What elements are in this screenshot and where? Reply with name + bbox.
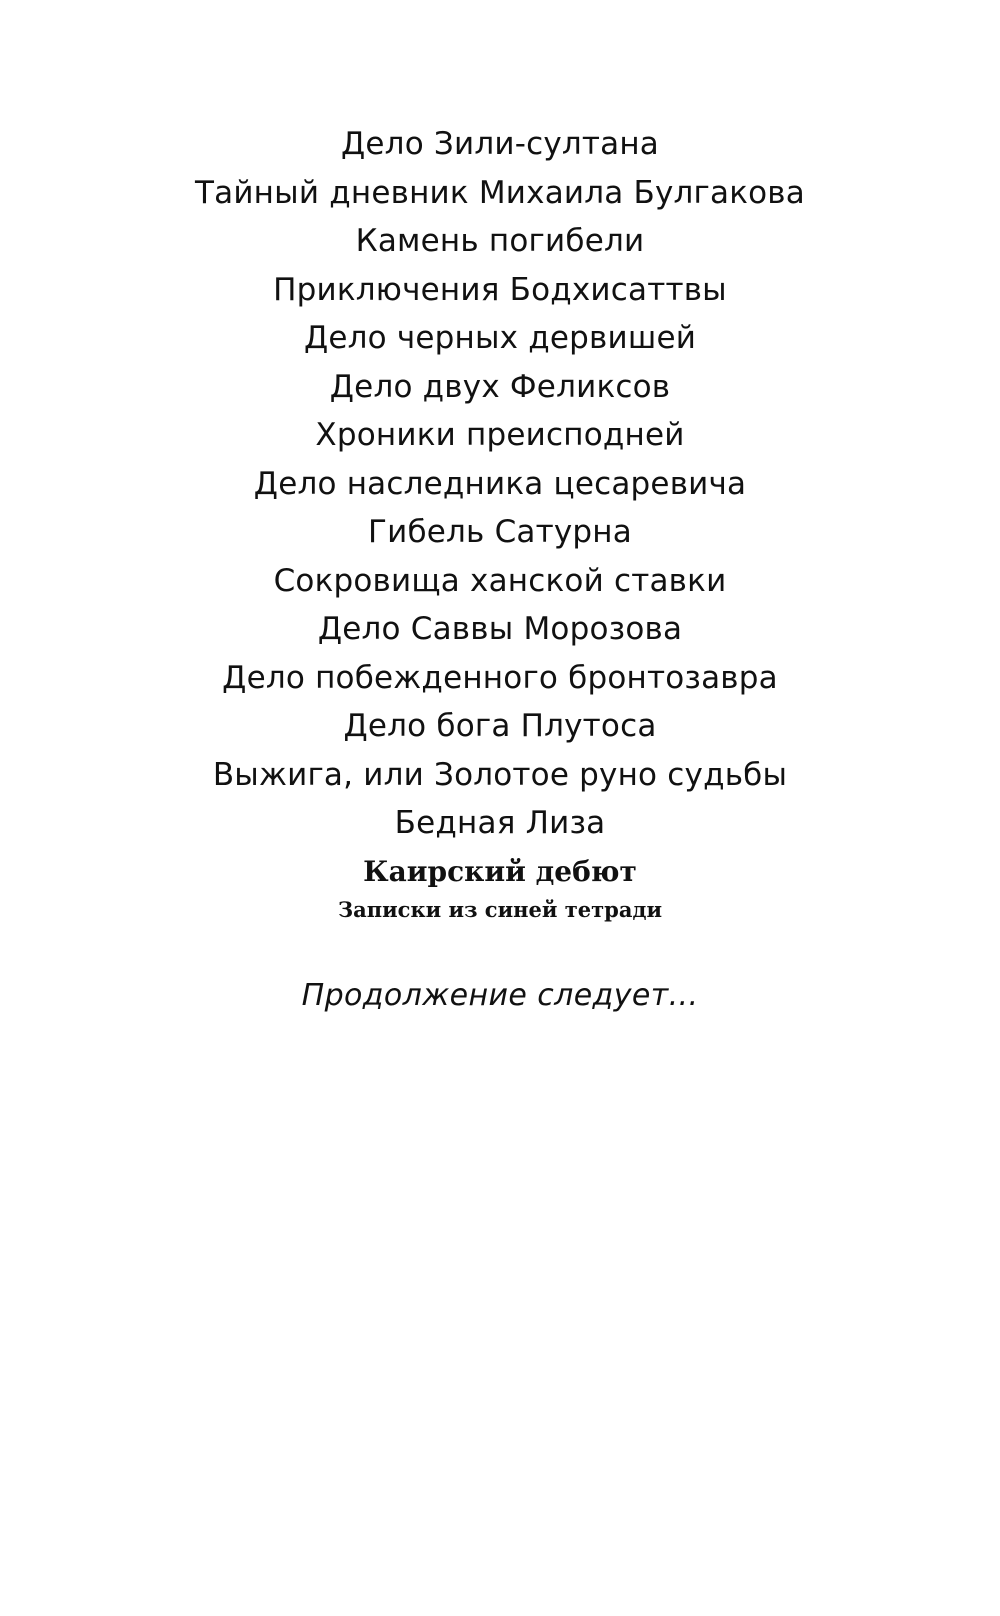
current-book-title: Каирский дебют	[363, 855, 637, 888]
book-title: Сокровища ханской ставки	[273, 562, 727, 599]
book-title: Дело наследника цесаревича	[253, 465, 747, 502]
book-title: Дело бога Плутоса	[343, 708, 657, 744]
book-title: Бедная Лиза	[394, 805, 606, 841]
book-title: Гибель Сатурна	[368, 514, 632, 550]
book-title: Дело черных дервишей	[303, 320, 697, 356]
book-title: Камень погибели	[355, 223, 645, 259]
book-title: Дело Зили-султана	[340, 126, 660, 162]
book-title: Дело двух Феликсов	[329, 368, 671, 405]
book-title: Выжига, или Золотое руно судьбы	[212, 756, 788, 793]
book-title: Хроники преисподней	[315, 417, 685, 453]
book-title: Дело побежденного бронтозавра	[222, 659, 778, 696]
book-title: Приключения Бодхисаттвы	[273, 271, 727, 308]
current-book-subtitle: Записки из синей тетради	[337, 897, 663, 922]
book-title-list	[0, 120, 1000, 848]
continuation-note: Продолжение следует...	[301, 978, 699, 1013]
book-title: Тайный дневник Михаила Булгакова	[195, 174, 805, 211]
book-title: Дело Саввы Морозова	[317, 611, 683, 647]
